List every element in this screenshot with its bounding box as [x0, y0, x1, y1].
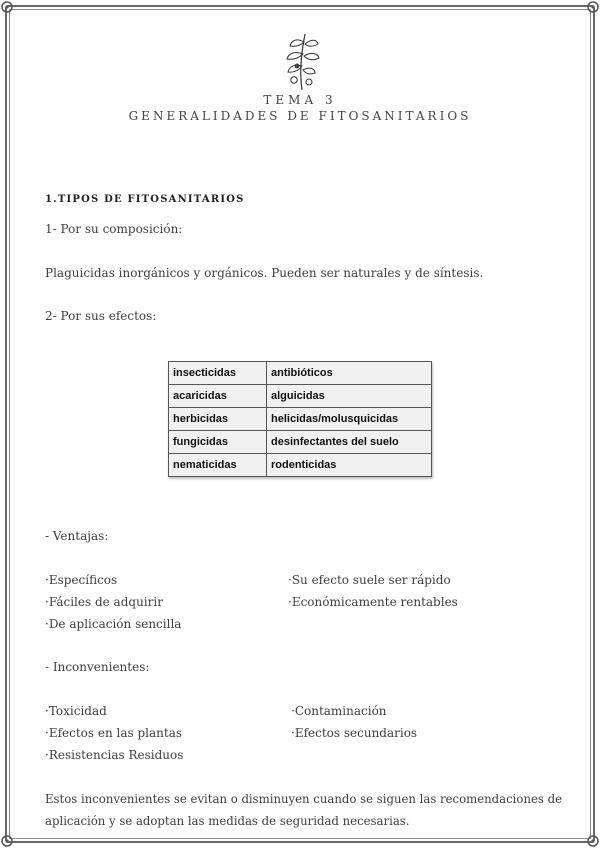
table-row: [169, 362, 432, 385]
olive-branch-icon: [278, 30, 324, 92]
inconveniente-item: ·Resistencias Residuos: [45, 748, 184, 762]
ventaja-item: ·Económicamente rentables: [288, 595, 458, 609]
effects-label: 2- Por sus efectos:: [45, 309, 157, 323]
section-heading: 1.TIPOS DE FITOSANITARIOS: [45, 194, 245, 205]
table-cell: fungicidas: [169, 431, 267, 454]
composition-text: Plaguicidas inorgánicos y orgánicos. Pueden ser naturales y de síntesis.: [45, 266, 484, 280]
inconvenientes-label: - Inconvenientes:: [45, 660, 150, 674]
table-cell: herbicidas: [169, 408, 267, 431]
ventaja-item: ·De aplicación sencilla: [45, 617, 182, 631]
document-title: TEMA 3: [263, 93, 337, 107]
inconveniente-item: ·Toxicidad: [45, 704, 107, 718]
inconveniente-item: ·Contaminación: [291, 704, 387, 718]
table-row: [169, 408, 432, 431]
table-cell: insecticidas: [169, 362, 267, 385]
ventaja-item: ·Su efecto suele ser rápido: [288, 573, 451, 587]
inconveniente-item: ·Efectos en las plantas: [45, 726, 183, 740]
table-row: [169, 454, 432, 477]
conclusion-line: aplicación y se adoptan las medidas de seguridad necesarias.: [45, 814, 410, 828]
corner-ornament-icon: [0, 0, 14, 14]
corner-ornament-icon: [586, 0, 600, 14]
conclusion-line: Estos inconvenientes se evitan o disminuyen cuando se siguen las recomendaciones de: [45, 792, 562, 806]
effects-table: [168, 361, 432, 477]
corner-ornament-icon: [586, 834, 600, 848]
table-cell: rodenticidas: [267, 454, 432, 477]
table-cell: helicidas/molusquicidas: [267, 408, 432, 431]
inconveniente-item: ·Efectos secundarios: [291, 726, 418, 740]
table-cell: acaricidas: [169, 385, 267, 408]
table-row: [169, 385, 432, 408]
table-cell: antibióticos: [267, 362, 432, 385]
ventaja-item: ·Fáciles de adquirir: [45, 595, 163, 609]
ventajas-label: - Ventajas:: [45, 529, 109, 543]
table-cell: desinfectantes del suelo: [267, 431, 432, 454]
document-subtitle: GENERALIDADES DE FITOSANITARIOS: [128, 109, 472, 123]
ventaja-item: ·Específicos: [45, 573, 118, 587]
corner-ornament-icon: [0, 834, 14, 848]
table-row: [169, 431, 432, 454]
composition-label: 1- Por su composición:: [45, 222, 183, 236]
table-cell: alguicidas: [267, 385, 432, 408]
table-cell: nematicidas: [169, 454, 267, 477]
